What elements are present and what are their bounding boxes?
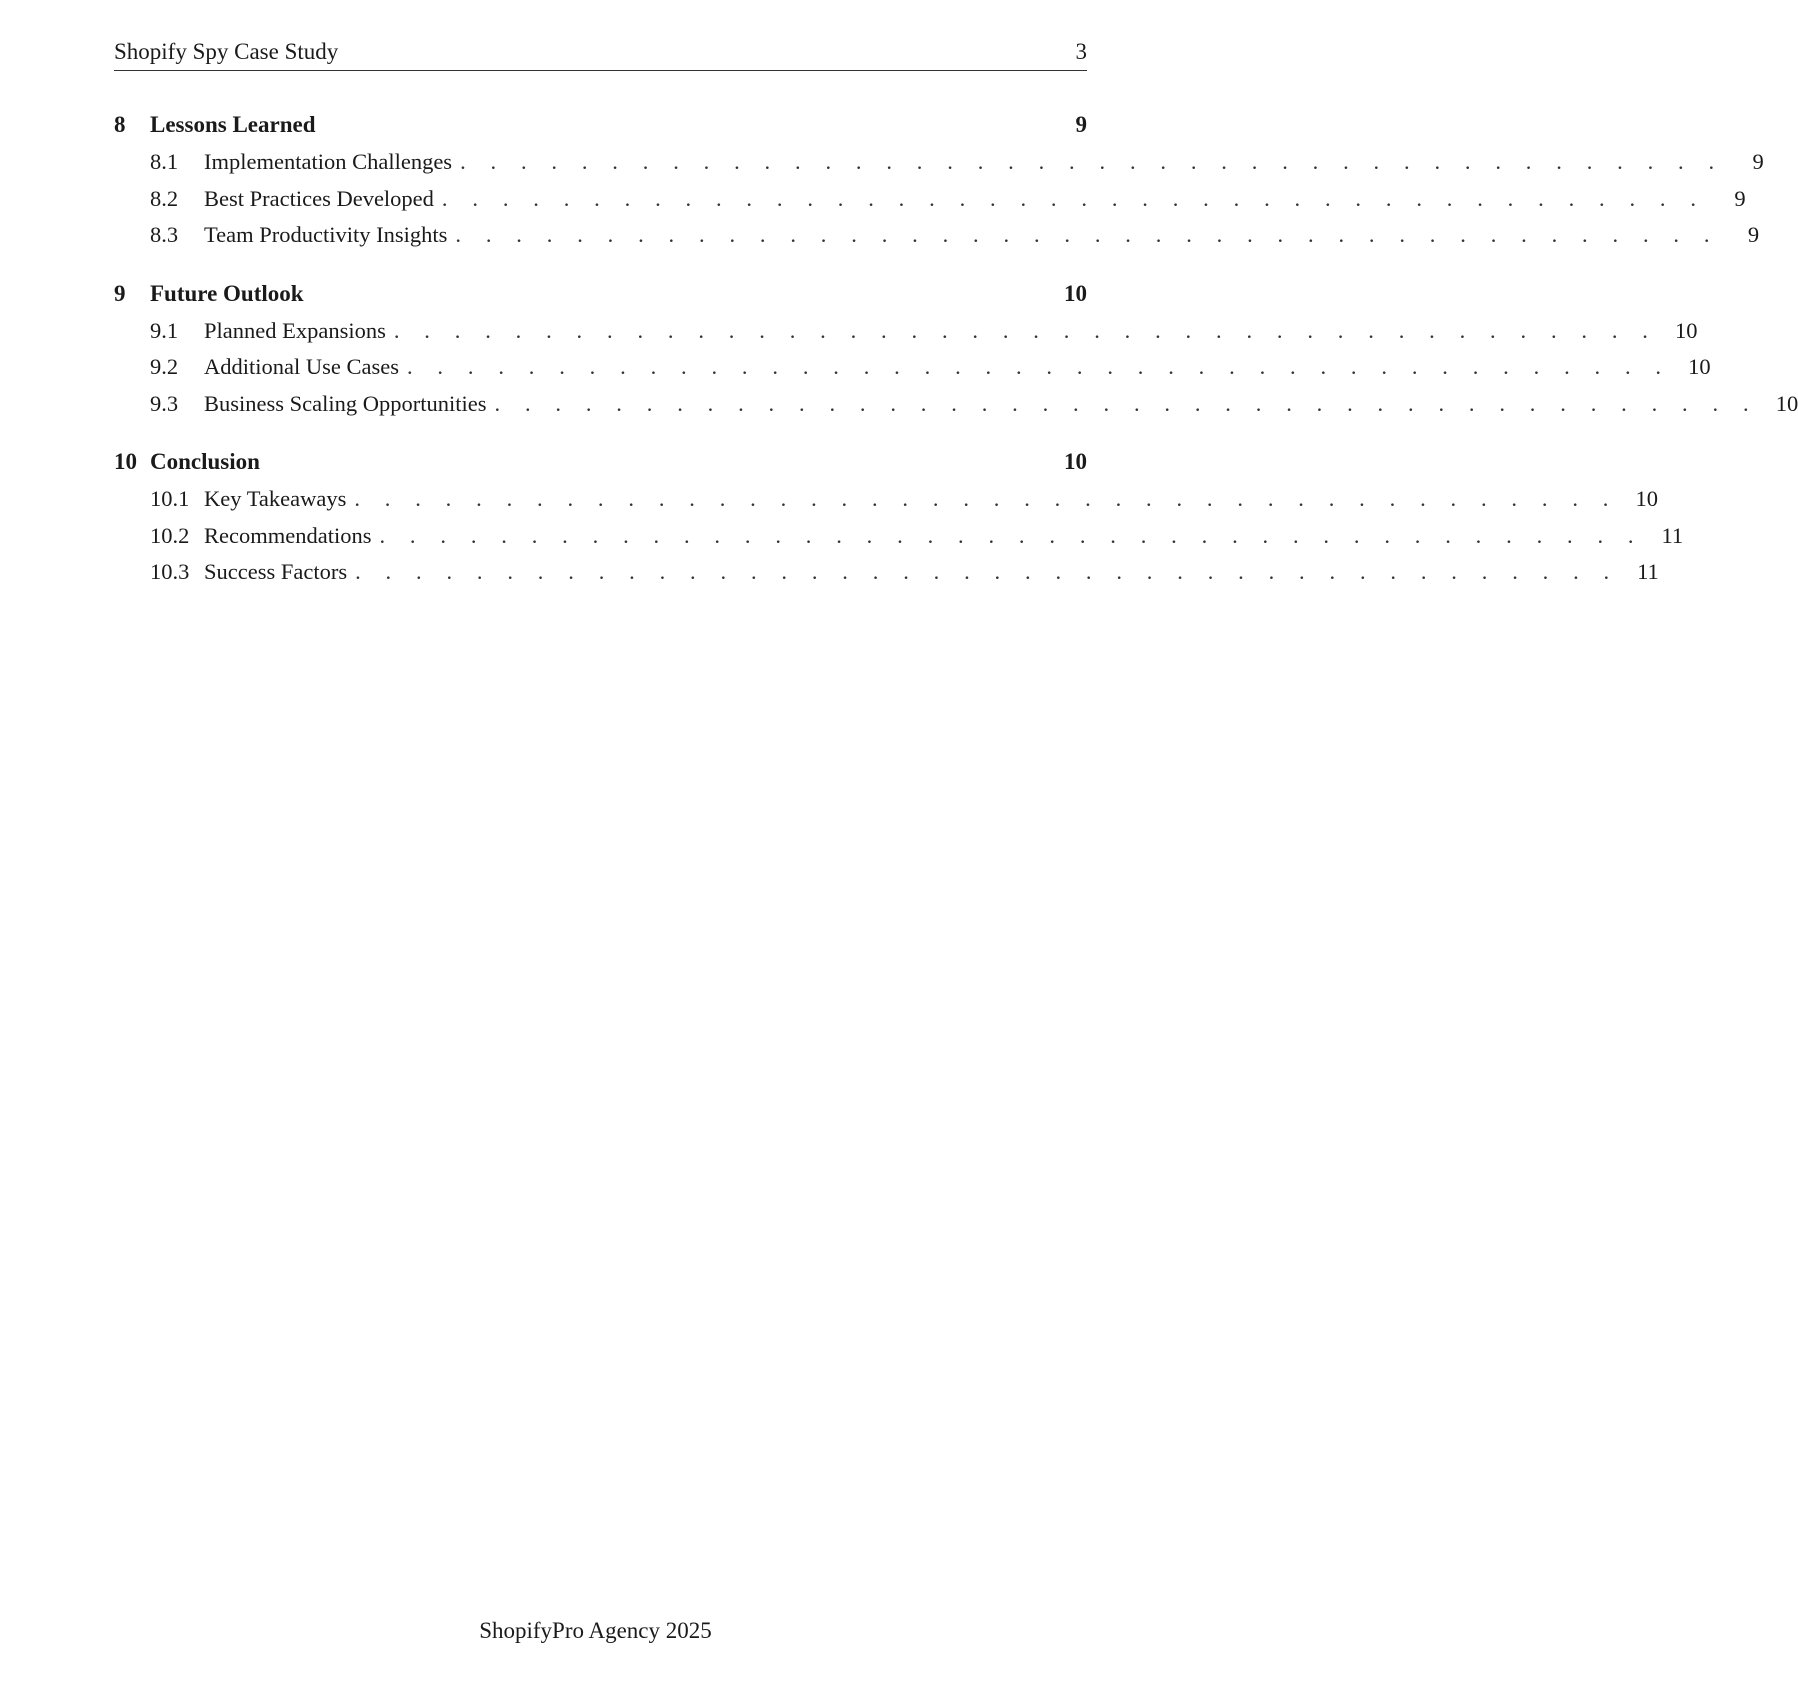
toc-section-page: 10 — [1064, 449, 1087, 474]
toc-entry-number: 9.3 — [150, 390, 179, 416]
toc-entry-title: Team Productivity Insights — [204, 222, 448, 247]
toc-entry[interactable] — [114, 317, 1698, 355]
dot-leader: . . . . . . . . . . . . . . . . . . . . . . . . . . . . . . . . . . . . . . . . . . — [354, 486, 1619, 511]
page-number: 3 — [1075, 39, 1087, 64]
toc-entry-number: 8.3 — [150, 222, 179, 247]
dot-leader: . . . . . . . . . . . . . . . . . . . . . . . . . . . . . . . . . . . . . . . . . . — [455, 222, 1720, 247]
toc-section-title: Future Outlook — [150, 280, 304, 306]
toc-entry-title: Implementation Challenges — [204, 149, 453, 174]
dot-leader: . . . . . . . . . . . . . . . . . . . . . . . . . . . . . . . . . . . . . . . . . . — [441, 185, 1706, 211]
toc-entry-page: 10 — [1635, 486, 1659, 511]
table-of-contents — [114, 112, 1798, 618]
toc-entry-number: 8.2 — [150, 185, 179, 211]
document-title: Shopify Spy Case Study — [114, 39, 339, 64]
toc-entry-number: 9.1 — [150, 317, 179, 343]
toc-entry-page: 10 — [1688, 354, 1711, 379]
toc-entry-title: Additional Use Cases — [204, 354, 399, 379]
toc-entry-title: Key Takeaways — [204, 486, 347, 511]
toc-entry[interactable] — [114, 185, 1746, 223]
toc-entry[interactable] — [114, 222, 1760, 259]
dot-leader: . . . . . . . . . . . . . . . . . . . . . . . . . . . . . . . . . . . . . . . . . . — [379, 522, 1644, 548]
toc-entry-page: 10 — [1775, 390, 1798, 416]
page-footer: ShopifyPro Agency 2025 — [479, 1618, 712, 1643]
toc-section-number: 10 — [114, 449, 137, 474]
toc-section-heading[interactable] — [114, 281, 1087, 318]
toc-entry-number: 9.2 — [150, 354, 179, 379]
toc-entry-title: Success Factors — [204, 559, 348, 584]
toc-entry-number: 10.3 — [150, 559, 190, 584]
toc-section-heading[interactable] — [114, 112, 1087, 149]
page-header — [114, 38, 1087, 71]
toc-section-title: Conclusion — [150, 449, 260, 474]
dot-leader: . . . . . . . . . . . . . . . . . . . . . . . . . . . . . . . . . . . . . . . . . . — [494, 390, 1759, 416]
toc-entry-number: 8.1 — [150, 149, 179, 174]
toc-section-8 — [114, 112, 1764, 259]
toc-entry-title: Best Practices Developed — [204, 185, 434, 211]
dot-leader: . . . . . . . . . . . . . . . . . . . . . . . . . . . . . . . . . . . . . . . . . . — [460, 149, 1724, 174]
dot-leader: . . . . . . . . . . . . . . . . . . . . . . . . . . . . . . . . . . . . . . . . . . — [355, 559, 1619, 584]
toc-section-10 — [114, 449, 1684, 596]
toc-section-title: Lessons Learned — [150, 112, 316, 137]
toc-entry-title: Business Scaling Opportunities — [204, 390, 487, 416]
toc-entry[interactable] — [114, 390, 1798, 428]
toc-section-heading[interactable] — [114, 449, 1087, 486]
toc-entry-page: 9 — [1752, 149, 1764, 174]
toc-section-number: 8 — [114, 112, 126, 137]
toc-entry[interactable] — [114, 522, 1684, 560]
toc-section-9 — [114, 280, 1798, 428]
toc-entry-number: 10.2 — [150, 522, 190, 548]
toc-entry[interactable] — [114, 354, 1711, 391]
toc-entry-number: 10.1 — [150, 486, 190, 511]
toc-entry-title: Recommendations — [204, 522, 372, 548]
toc-entry[interactable] — [114, 149, 1764, 186]
toc-section-number: 9 — [114, 280, 126, 306]
dot-leader: . . . . . . . . . . . . . . . . . . . . . . . . . . . . . . . . . . . . . . . . . . — [393, 317, 1658, 343]
toc-entry-page: 9 — [1747, 222, 1760, 247]
toc-entry-title: Planned Expansions — [204, 317, 386, 343]
toc-section-page: 10 — [1064, 280, 1087, 306]
toc-entry-page: 11 — [1637, 559, 1659, 584]
toc-entry[interactable] — [114, 486, 1659, 523]
toc-entry-page: 11 — [1661, 522, 1684, 548]
toc-entry[interactable] — [114, 559, 1659, 596]
dot-leader: . . . . . . . . . . . . . . . . . . . . . . . . . . . . . . . . . . . . . . . . . . — [406, 354, 1671, 379]
toc-section-page: 9 — [1075, 112, 1087, 137]
toc-entry-page: 9 — [1734, 185, 1746, 211]
toc-entry-page: 10 — [1675, 317, 1698, 343]
